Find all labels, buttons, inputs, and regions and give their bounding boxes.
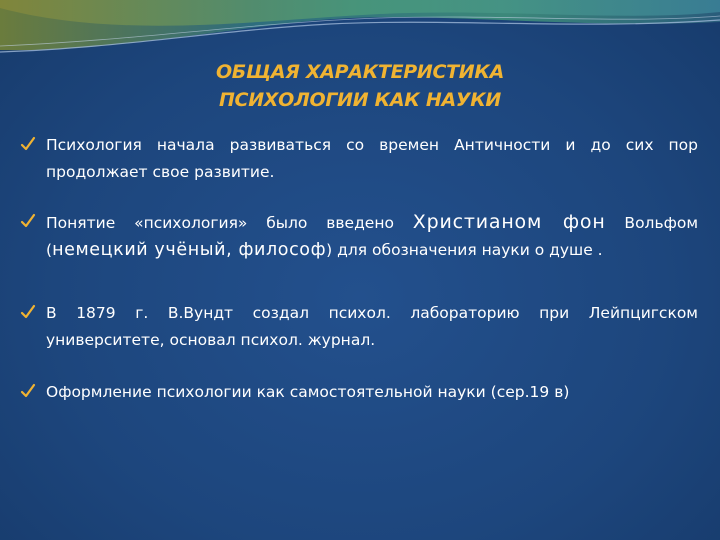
slide-title [80, 58, 640, 114]
bullet-text-emphasis: Христианом фон [412, 211, 606, 233]
bullet-item [20, 209, 698, 264]
bullet-list [20, 132, 698, 406]
checkmark-icon [20, 304, 36, 320]
bullet-text-emphasis: немецкий учёный, философ [52, 240, 327, 260]
bullet-text: Вольфом ( [46, 214, 699, 259]
bullet-text: Психология начала развиваться со времен Античности и до сих пор продолжает свое развитие. [46, 136, 698, 181]
bullet-text: Оформление психологии как самостоятельной науки (сер.19 в) [46, 383, 570, 401]
title-line-2: ПСИХОЛОГИИ КАК НАУКИ [218, 89, 502, 111]
bullet-item [20, 379, 698, 406]
bullet-text: Понятие «психология» было введено [46, 214, 413, 232]
bullet-text: В 1879 г. В.Вундт создал психол. лабораторию при Лейпцигском университете, основал психол. журнал. [46, 304, 698, 349]
checkmark-icon [20, 383, 36, 399]
bullet-item [20, 132, 698, 186]
bullet-item [20, 300, 698, 354]
bullet-text: ) для обозначения науки о душе . [326, 241, 603, 259]
checkmark-icon [20, 136, 36, 152]
checkmark-icon [20, 213, 36, 229]
title-line-1: ОБЩАЯ ХАРАКТЕРИСТИКА [215, 61, 505, 83]
